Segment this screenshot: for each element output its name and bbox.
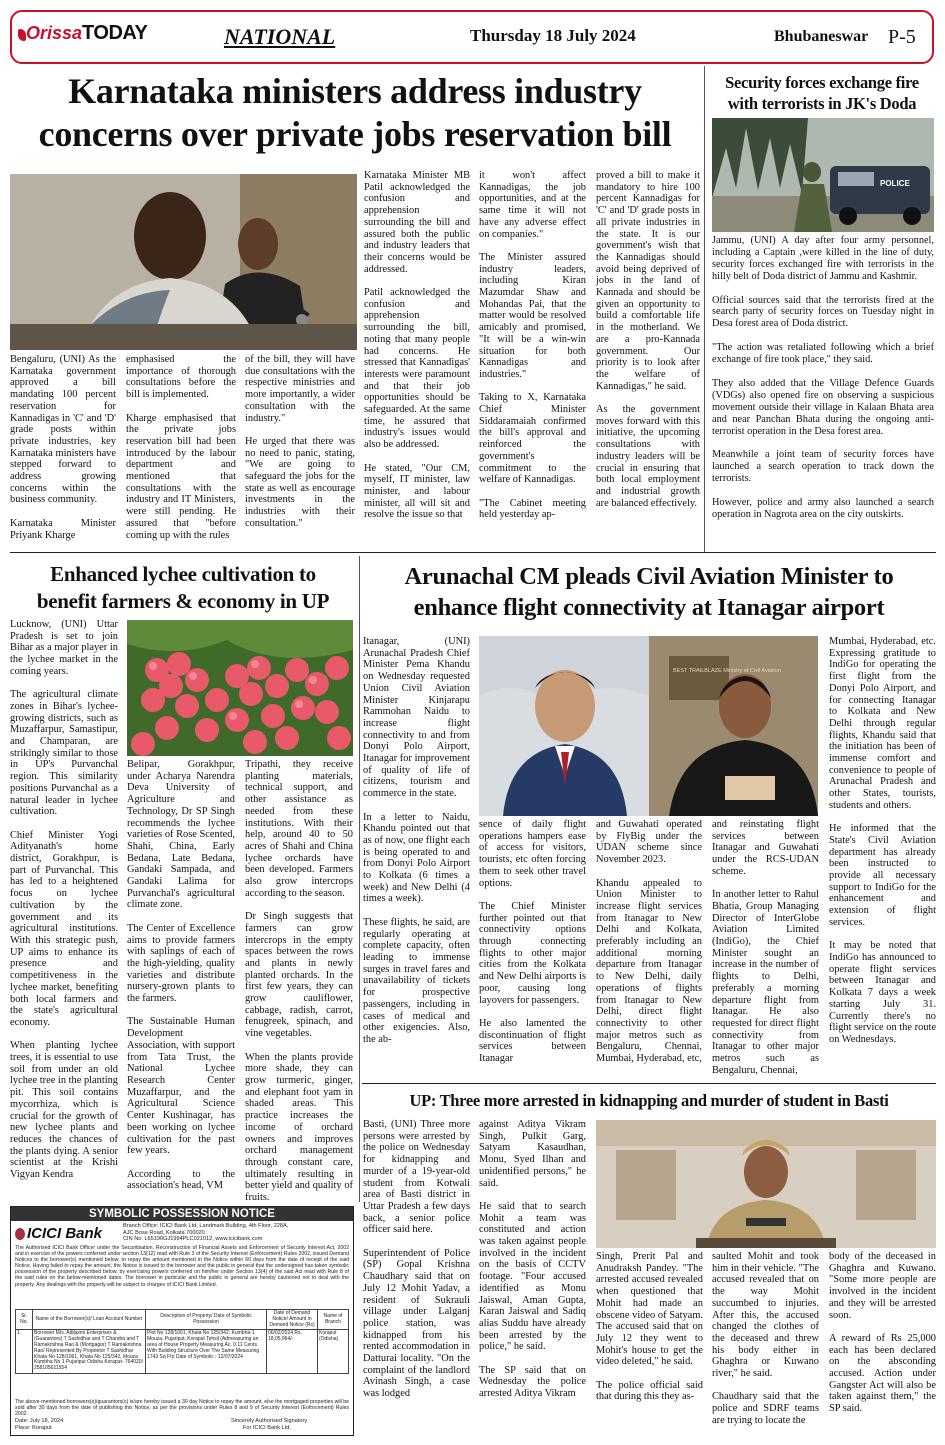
story1-headline (10, 70, 700, 156)
table-header-cell: Sr. No. (16, 1310, 33, 1330)
notice-footer: The above-mentioned borrowers(s)/guarantors(s) is/are hereby issued a 30 day Notice to repay the amount, else the mortgaged properties will be sold after 30 days from the date of publishing this Notice, as per the provisions under Rules 8 and 9 of Security Interest (Enforcement) Rules 2002. (15, 1399, 349, 1418)
story3-col1: Lucknow, (UNI) Uttar Pradesh is set to join Bihar as a major player in the lychee market in the coming years. The agricultural climate zones in Bihar's lychee-growing districts, such as Muzaffarpur, Samastipur, and Champaran, are strikingly similar to those in UP's Purvanchal region. This similarity positions Purvanchal as a natural leader in lychee cultivation. Chief Minister Yogi Adityanath's home district, Gorakhpur, is part of Purvanchal. This has led to a heightened focus on lychee cultivation by the government and its agricultural institutions. With this strategic push, UP aims to enhance its presence and competitiveness in the lychee market, benefiting both local farmers and the state's agricultural economy. When planting lychee trees, it is essential to use soil from under an old lychee tree in the planting pit. This soil contains mycorrhiza, which is crucial for the growth of new lychee plants and reduces the chances of the plants dying. A senior scientist at the Krishi Vigyan Kendra (10, 619, 118, 1181)
security-forces-photo-graphic (712, 118, 934, 232)
story1-col5: it won't affect Kannadigas, the job opportunities, and at the same time it will not have any adverse effect on companies." The Minister assured industry leaders, including Kiran Mazumdar Shaw and Mohandas Pai, that the matter would be resolved amicably and promised, "It will be a win-win situation for both Kannadigas and industries." Taking to X, Karnataka Chief Minister Siddaramaiah confirmed the bill's approval and reinforced the government's commitment to the welfare of Kannadigas. "The Cabinet meeting held yesterday ap- (479, 170, 586, 521)
story5-col2: against Aditya Vikram Singh, Pulkit Garg, Satyam Kasaudhan, Monu, Syed Ilhan and unidentified persons," he said. He said that to search Mohit a team was constituted and action was taken against people involved in the incident on the basis of CCTV footage. "Four accused identified as Monu Jaiswal, Aman Gupta, Karan Jaiswal and Sadiq alias Suddu have already been arrested by the police," he said. The SP said that on Wednesday the police arrested Aditya Vikram (479, 1119, 586, 1400)
table-cell: 1. (16, 1330, 33, 1374)
story2-headline-line1: Security forces exchange fire (725, 73, 919, 92)
story2-body: Jammu, (UNI) A day after four army personnel, including a Captain ,were killed in the line of duty, security forces exchanged fire with terrorists in the hilly belt of Doda district of Jammu and Kashmir. Official sources said that the terrorists fired at the search party of security forces on Tuesday night in Desa forest area of Doda district. "The action was retaliated following which a brief exchange of fire took place," they said. They also added that the Village Defence Guards (VDGs) also opened fire on observing a suspicious movement outside their village in Kalaan Bhata area and near Panchan Bhata during the ongoing anti-terrorist operation in the Desa forest area. Meanwhile a joint team of security forces have launched a search operation to track down the terrorists. However, police and army also launched a search operation in Nagrota area on the city outskirts. (712, 235, 934, 520)
column-divider (704, 66, 705, 552)
notice-intro: The Authorised ICICI Bank Officer under the Securitisation, Reconstruction of Financial Assets and Enforcement of Security Interest Act, 2002 and in exercise of the powers conferred under section 13(12) read with Rule 3 of the Security Interest (Enforcement) Rules 2002, issued Demand Notices to the borrower(s) mentioned below, to repay the amount mentioned in the Notice within 60 days from the date of receipt of the said Notice. Having failed to repay the amount, the Notice is issued to the borrower and the public in general that the undersigned has taken symbolic possession of the property described below, by exercising powers conferred on him/her under Section 13(4) of the said Act read with Rule 8 of the said rules on the below-mentioned dates. The borrower in particular and the public in general are hereby cautioned not to deal with the property. Any dealings with the property will be subject to charges of ICICI Bank Limited. (15, 1245, 349, 1288)
story1-col1: Bengaluru, (UNI) As the Karnataka government approved a bill mandating 100 percent reservation for Kannadigas in 'C' and 'D' grade posts within private industries, key Karnataka ministers have stepped forward to address growing concerns within the business community. Karnataka Minister Priyank Kharge (10, 354, 116, 541)
story3-col3: Tripathi, they receive planting materials, technical support, and other assistance as needed from these institutions. With their help, around 40 to 50 acres of Shahi and China lychee orchards have been developed. Farmers also grow intercrops according to the season. Dr Singh suggests that farmers can grow intercrops in the empty spaces between the rows and plants in newly planted orchards. In the first few years, they can grow cauliflower, cabbage, radish, carrot, fenugreek, spinach, and vine vegetables. When the plants provide more shade, they can grow turmeric, ginger, and elephant foot yam in shaded areas. This practice increases the income of orchard owners and improves orchard management through constant care, ultimately resulting in better yield and quality of fruits. (245, 759, 353, 1204)
story2-headline-line2: with terrorists in JK's Doda (727, 94, 917, 113)
bank-logo-icon (15, 1228, 25, 1240)
story1-col2: emphasised the importance of thorough consultations before the bill is implemented. Kharge emphasised that the private jobs reservation bill had been introduced by the labour department and mentioned that consultations with the industry and IT Ministers, were still pending. He assured that "before coming up with the rules (126, 354, 236, 541)
branch-line: CIN No: L65190GJ1994PLC021012, www.icicibank.com (123, 1236, 263, 1243)
issue-date: Thursday 18 July 2024 (470, 26, 636, 45)
masthead (10, 10, 934, 64)
table-row (16, 1330, 349, 1374)
story1-col6: proved a bill to make it mandatory to hire 100 percent Kannadigas for 'C' and 'D' grade posts in all private industries in the state. It is our government's wish that the Kannadigas should avoid being deprived of jobs in the land of Kannada and should be given an opportunity to build a comfortable life in the motherland. We are a pro-Kannada government. Our priority is to look after the welfare of Kannadigas," he said. As the government moves forward with this initiative, the upcoming consultations with industry leaders will be crucial in ensuring that both local employment and industrial growth are balanced effectively. (596, 170, 700, 509)
lychee-photo-graphic (127, 620, 353, 756)
ministers-photo-graphic (479, 636, 818, 816)
branch-line: Branch Office: ICICI Bank Ltd, Landmark Building, 4th Floor, 228A, (123, 1223, 289, 1229)
story5-col5: body of the deceased in Ghaghra and Kuwano. "Some more people are involved in the incident and they will be arrested soon. A reward of Rs 25,000 each has been declared on the absconding accused. Action under Gangster Act will also be taken against them," the SP said. (829, 1251, 936, 1415)
notice-signatory: Sincerely Authorised Signatory (231, 1418, 308, 1424)
story1-headline-line1: Karnataka ministers address industry (68, 71, 642, 111)
story4-col1: Itanagar, (UNI) Arunachal Pradesh Chief Minister Pema Khandu on Wednesday requested Union Civil Aviation Minister Kinjarapu Rammohan Naidu to increase flight connectivity to and from Donyi Polo Airport, Itanagar for improvement of quality of life of citizens, tourism and commerce in the state. In a letter to Naidu, Khandu pointed out that as of now, one flight each is being operated to and from Donyi Polo Airport to Kolkata (6 times a week) and New Delhi (4 times a week). These flights, he said, are regularly operating at complete capacity, often leading to immense surges in travel fares and unavailability of tickets for prospective passengers, including in cases of medical and other exigencies. Also, the ab- (363, 636, 470, 1045)
table-cell: 06/02/2024 Rs. 18,05,964/- (267, 1330, 318, 1374)
table-header-cell: Date of Demand Notice/ Amount in Demand Notice (Rs) (267, 1310, 318, 1330)
story5-col1: Basti, (UNI) Three more persons were arrested by the police on Wednesday for kidnapping and murder of a 19-year-old student from Kotwali area of Basti district in Uttar Pradesh a few days back, a senior police officer said here. Superintendent of Police (SP) Gopal Krishna Chaudhary said that on July 12 Mohit Yadav, a resident of Sukrauli village under Lalganj police station, was kidnapped from his rented accommodation in Datturai locality. "On the complaint of the landlord Avinash Singh, a case was lodged (363, 1119, 470, 1400)
story3-photo (127, 620, 353, 756)
story2-headline (708, 72, 936, 114)
table-header-cell: Name of the Borrower(s)/ Loan Account Number (33, 1310, 146, 1330)
branch-info (123, 1223, 351, 1243)
section-name: NATIONAL (224, 24, 336, 49)
story1-photo (10, 174, 357, 350)
story4-photo (479, 636, 818, 816)
police-vehicle-label: POLICE (880, 179, 910, 188)
story4-col5: Mumbai, Hyderabad, etc. Expressing gratitude to IndiGo for operating the first flight from the Donyi Polo Airport, and for connecting Itanagar to Kolkata and New Delhi through regular flights, Khandu said that the initiation has been of immense comfort and convenience to people of Arunachal Pradesh and other States, tourists, students and others. He informed that the State's Civil Aviation department has already been instructed to provide all necessary support to IndiGo for the enhancement and extension of flight services. It may be noted that IndiGo has announced to operate flight services between Itanagar and Kolkata 7 days a week starting July 31. Currently there's no flight service on the route on Wednesdays. (829, 636, 936, 1045)
table-cell: Koraput (Odisha) (318, 1330, 349, 1374)
story5-photo (596, 1120, 936, 1248)
city: Bhubaneswar (774, 28, 869, 45)
notice-table-header (16, 1310, 349, 1330)
table-cell: Plot No 128/1061, Khata No 125/342, Kumbha-1 Mouza, Pujariput, Koraput Tehsil (Admeasuring an area of House Property Measuring Ac. 0.11 Cents With Building Structure Over The Same Measuring 1743 Sq Ft)/ Date of Symbolic : 12/07/2024 (146, 1330, 267, 1374)
story5-col3: Singh, Prerit Pal and Anudraksh Pandey. "The arrested accused revealed when questioned that Mohit had made an obscene video of Satyam. The accused said that on July 12 they went to Mohit's house to get the video deleted," he said. The police official said that during this they as- (596, 1251, 703, 1403)
section-divider (10, 552, 936, 553)
notice-title: SYMBOLIC POSSESSION NOTICE (11, 1207, 353, 1221)
story5-col4: saulted Mohit and took him in their vehicle. "The accused revealed that on the way Mohit succumbed to injuries. After this, the accused changed the clothes of the deceased and threw his body either in Ghaghra or Kuwano river," he said. Chaudhary said that the police and SDRF teams are trying to locate the (712, 1251, 819, 1426)
story1-col4: Karnataka Minister MB Patil acknowledged the confusion and apprehension surrounding the bill and assured both the public and industry leaders that their concerns would be addressed. Patil acknowledged the confusion and apprehension surrounding the bill, noting that many people had concerns. He stressed that Kannadigas' interests were paramount and that their job opportunities should be safeguarded. At the same time, he assured that industry's issues would also be addressed. He stated, "Our CM, myself, IT minister, law minister, and labour minister, all will sit and resolve the issue so that (364, 170, 470, 521)
story3-headline (10, 561, 356, 615)
table-cell: Borrower M/s. Adilaxmi Enterprises & (Guarantors) T Sashidhar and T Chandra and T Ramakrishna Rao & (Mortgagor) T Ramakrishna Rao/ Represented By Proprietor T Sashidhar Khata No 128/1061, Khata No 125/342, Mouza Kumbha No 1 Pujariput Odisha Koraput- 764020/ 258105011554 (33, 1330, 146, 1374)
bank-name: ICICI Bank (27, 1225, 103, 1242)
table-header-cell: Description of Property/ Date of Symbolic Possession (146, 1310, 267, 1330)
story4-headline-line2: enhance flight connectivity at Itanagar airport (413, 594, 885, 621)
column-divider (359, 556, 360, 1202)
notice-place: Place: Koraput (15, 1425, 52, 1431)
branch-line: AJC Bose Road, Kolkata 700020 (123, 1229, 205, 1236)
story1-col3: of the bill, they will have due consultations with the respective ministries and more importantly, a wider consultation with the industry." He urged that there was no need to panic, stating, "We are going to safeguard the jobs for the state as well as encourage investments in the industries with their consultation." (245, 354, 355, 529)
minister-photo-graphic (10, 174, 357, 350)
logo-mark-icon (18, 29, 26, 41)
logo-prefix: Orissa (26, 23, 83, 43)
logo (18, 22, 147, 45)
page-number: P-5 (888, 26, 916, 48)
story4-headline-line1: Arunachal CM pleads Civil Aviation Minister to (404, 563, 894, 590)
bank-logo (15, 1225, 102, 1242)
story3-headline-line1: Enhanced lychee cultivation to (50, 562, 316, 586)
notice-signatory-bank: For ICICI Bank Ltd. (243, 1425, 291, 1431)
story4-col3: and Guwahati operated by FlyBig under the UDAN scheme since November 2023. Khandu appealed to Union Minister to increase flight services from Itanagar to New Delhi and Kolkata, preferably including an additional morning departure from Itanagar to New Delhi, daily operations of flights from Itanagar to New Delhi, direct flight connectivity to other major metros such as Bengaluru, Chennai, Mumbai, Hyderabad, etc, (596, 819, 702, 1065)
award-plaque-text: BEST TRAILBLAZE Ministry of Civil Aviation (673, 668, 781, 674)
table-header-cell: Name of Branch (318, 1310, 349, 1330)
story4-col2: sence of daily flight operations hampers ease of access for visitors, tourists, etc often forcing them to seek other travel options. The Chief Minister further pointed out that connectivity options through connecting flights to other major cities from the Kolkata and New Delhi airports is poor, causing long layovers for passengers. He also lamented the discontinuation of flight services between Itanagar (479, 819, 586, 1065)
story4-headline (362, 561, 936, 623)
story3-col2: Belipar, Gorakhpur, under Acharya Narendra Deva University of Agriculture and Technology, Dr SP Singh recommends the lychee varieties of Rose Scented, Shahi, China, Early Bedana, Late Bedana, Gandaki Sampada, and Gandaki Lalima for Purvanchal's agricultural climate zone. The Center of Excellence aims to provide farmers with saplings of each of the high-yielding, quality varieties and distribute nursery-grown plants to the farmers. The Sustainable Human Development Association, with support from Tata Trust, the National Lychee Research Center Muzaffarpur, and the Agricultural Science Center Kushinagar, has been working on lychee cultivation for the past few years. According to the association's head, VM (127, 759, 235, 1192)
story3-headline-line2: benefit farmers & economy in UP (36, 589, 330, 613)
section-divider (362, 1083, 936, 1084)
notice-table (15, 1309, 349, 1374)
logo-main: TODAY (82, 22, 148, 44)
story4-col4: and reinstating flight services between Itanagar and Guwahati under the RCS-UDAN scheme. In another letter to Rahul Bhatia, Group Managing Director of InterGlobe Aviation Limited (IndiGo), the Chief Minister sought an increase in the number of flights to Delhi, preferably a morning departure flight from Itanagar. He also requested for direct flight connectivity from Itanagar to other major metros such as Bengaluru, Chennai, (712, 819, 819, 1076)
story2-photo (712, 118, 934, 232)
police-officer-photo-graphic (596, 1120, 936, 1248)
story1-headline-line2: concerns over private jobs reservation bill (38, 114, 672, 154)
possession-notice (10, 1206, 354, 1436)
story5-headline: UP: Three more arrested in kidnapping and murder of student in Basti (409, 1091, 889, 1110)
notice-date: Date: July 18, 2024 (15, 1418, 64, 1424)
